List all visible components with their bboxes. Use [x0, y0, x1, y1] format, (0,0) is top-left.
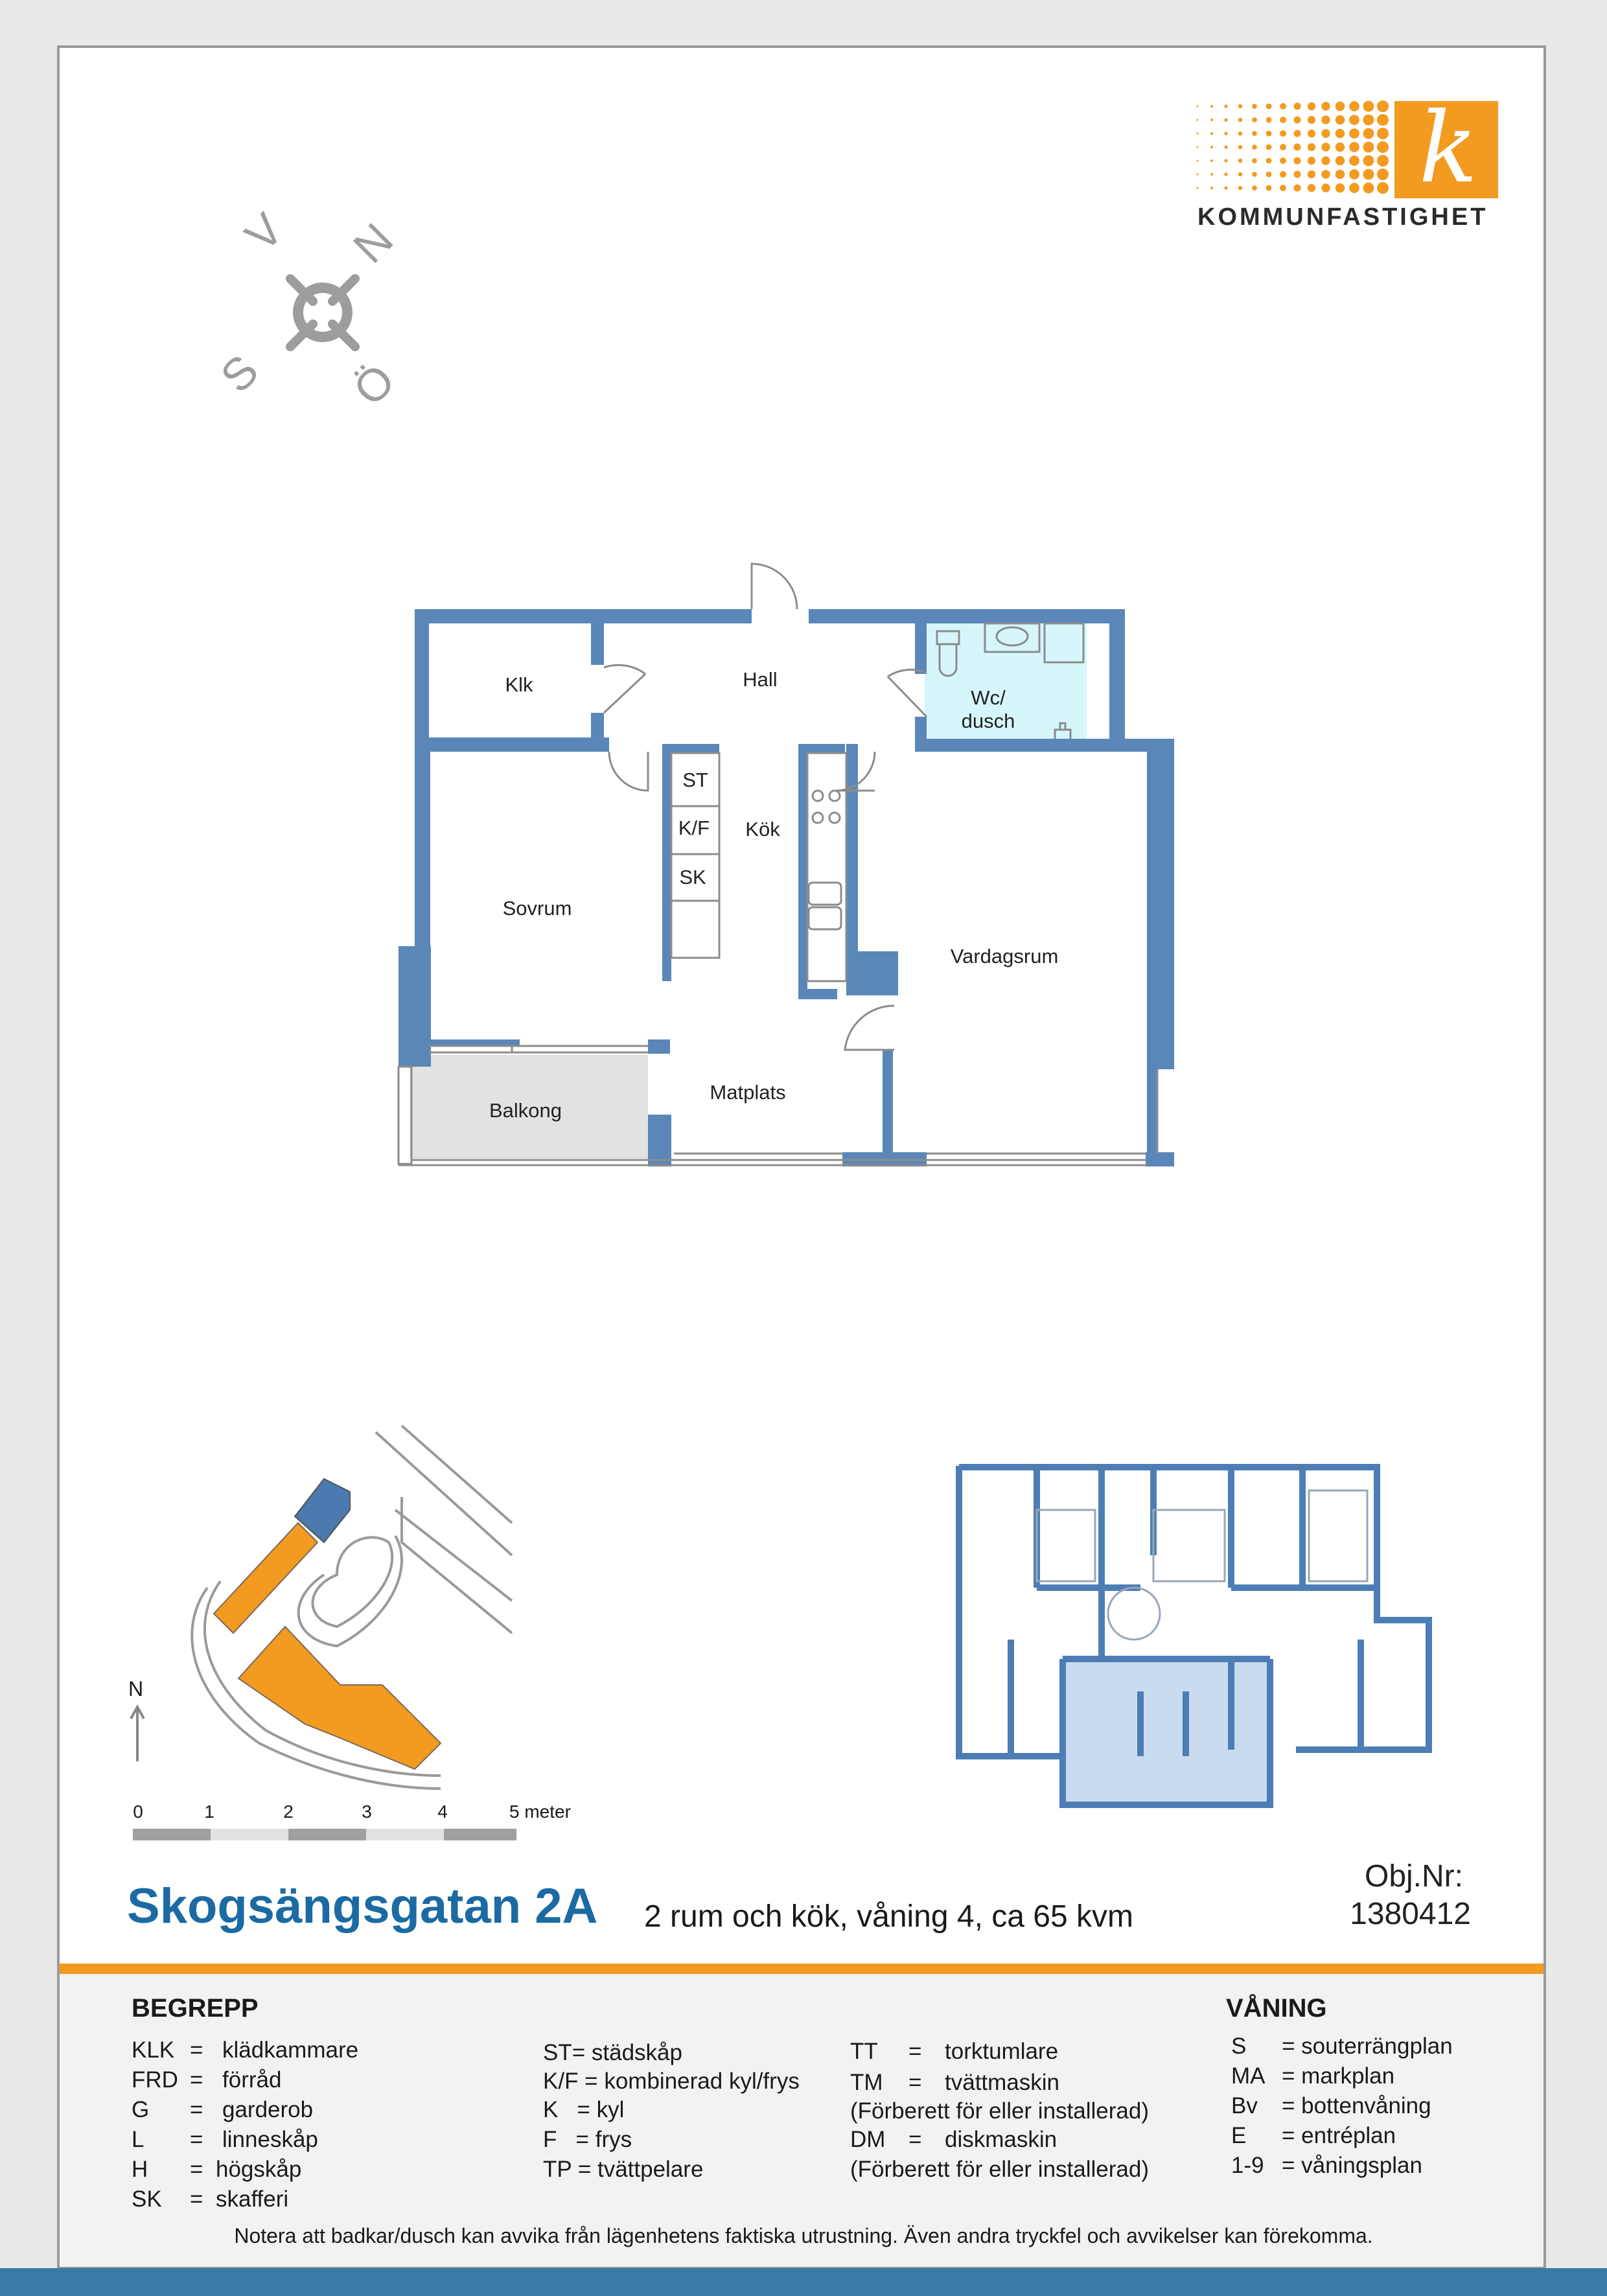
begrepp-item: G = garderob	[132, 2097, 314, 2122]
logo-dot-pattern-icon	[1192, 92, 1503, 205]
room-label-wc-dusch: Wc/ dusch	[961, 686, 1015, 732]
begrepp-item: KLK = klädkammare	[132, 2037, 359, 2063]
vaning-item: S = souterrängplan	[1231, 2034, 1453, 2059]
scale-tick-5: 5 meter	[509, 1802, 571, 1822]
room-label-kok: Kök	[745, 818, 780, 841]
room-label-vardagsrum: Vardagsrum	[950, 945, 1059, 968]
obj-nr-label: Obj.Nr:	[1364, 1859, 1463, 1894]
begrepp-item: ST= städskåp	[543, 2040, 682, 2065]
north-arrow-icon	[128, 1703, 148, 1761]
vaning-item: 1-9 = våningsplan	[1231, 2153, 1422, 2178]
scale-tick-1: 1	[204, 1802, 214, 1822]
obj-nr-value: 1380412	[1350, 1897, 1471, 1931]
begrepp-item: (Förberett för eller installerad)	[850, 2098, 1149, 2124]
vaning-item: E = entréplan	[1231, 2123, 1396, 2148]
vaning-item: MA = markplan	[1231, 2063, 1395, 2089]
key-plan-apartment-highlight	[1063, 1659, 1270, 1805]
begrepp-item: FRD = förråd	[132, 2067, 282, 2093]
scale-tick-2: 2	[283, 1802, 294, 1822]
compass-label-o: Ö	[343, 354, 405, 415]
room-label-balkong: Balkong	[489, 1099, 562, 1122]
compass-label-v: V	[235, 203, 293, 261]
north-label: N	[128, 1677, 144, 1700]
room-label-hall: Hall	[743, 668, 778, 691]
key-plan-floor	[946, 1458, 1439, 1821]
begrepp-item: H = högskåp	[132, 2157, 302, 2182]
scale-tick-3: 3	[362, 1802, 372, 1822]
begrepp-item: (Förberett för eller installerad)	[850, 2157, 1149, 2182]
begrepp-item: F = frys	[543, 2127, 632, 2152]
logo-letter: k	[1418, 92, 1478, 205]
room-label-matplats: Matplats	[710, 1081, 786, 1104]
begrepp-item: K = kyl	[543, 2097, 625, 2122]
site-plan-map	[156, 1413, 544, 1789]
closet-label-kf: K/F	[678, 817, 710, 839]
begrepp-item: TT = torktumlare	[850, 2039, 1059, 2064]
room-label-sovrum: Sovrum	[502, 897, 572, 920]
scale-tick-0: 0	[133, 1802, 143, 1822]
brand-name: KOMMUNFASTIGHET	[1197, 203, 1488, 231]
vaning-item: Bv = bottenvåning	[1231, 2093, 1431, 2118]
compass-rose-icon	[211, 203, 441, 421]
scale-tick-4: 4	[437, 1802, 448, 1822]
begrepp-heading: BEGREPP	[132, 1994, 259, 2023]
compass-label-s: S	[211, 345, 268, 402]
compass-label-n: N	[343, 213, 403, 273]
begrepp-item: K/F = kombinerad kyl/frys	[543, 2069, 800, 2094]
page-title: Skogsängsgatan 2A	[127, 1879, 598, 1934]
begrepp-item: TM = tvättmaskin	[850, 2070, 1059, 2095]
closet-label-sk: SK	[679, 866, 706, 888]
begrepp-item: SK = skafferi	[132, 2186, 289, 2212]
footer-note: Notera att badkar/dusch kan avvika från lägenhetens faktiska utrustning. Även andra tryckfel och avvikelser kan förekomma.	[234, 2224, 1373, 2247]
bottom-bar	[0, 2268, 1607, 2296]
room-label-klk: Klk	[505, 673, 533, 696]
orange-divider	[60, 1964, 1543, 1974]
vaning-heading: VÅNING	[1226, 1994, 1327, 2023]
begrepp-item: L = linneskåp	[132, 2127, 318, 2152]
closet-label-st: ST	[682, 769, 708, 791]
begrepp-item: DM = diskmaskin	[850, 2127, 1058, 2152]
site-building-orange-1	[214, 1523, 318, 1633]
floor-plan	[389, 551, 1192, 1173]
begrepp-item: TP = tvättpelare	[543, 2157, 704, 2182]
listing-subtitle: 2 rum och kök, våning 4, ca 65 kvm	[644, 1899, 1134, 1934]
